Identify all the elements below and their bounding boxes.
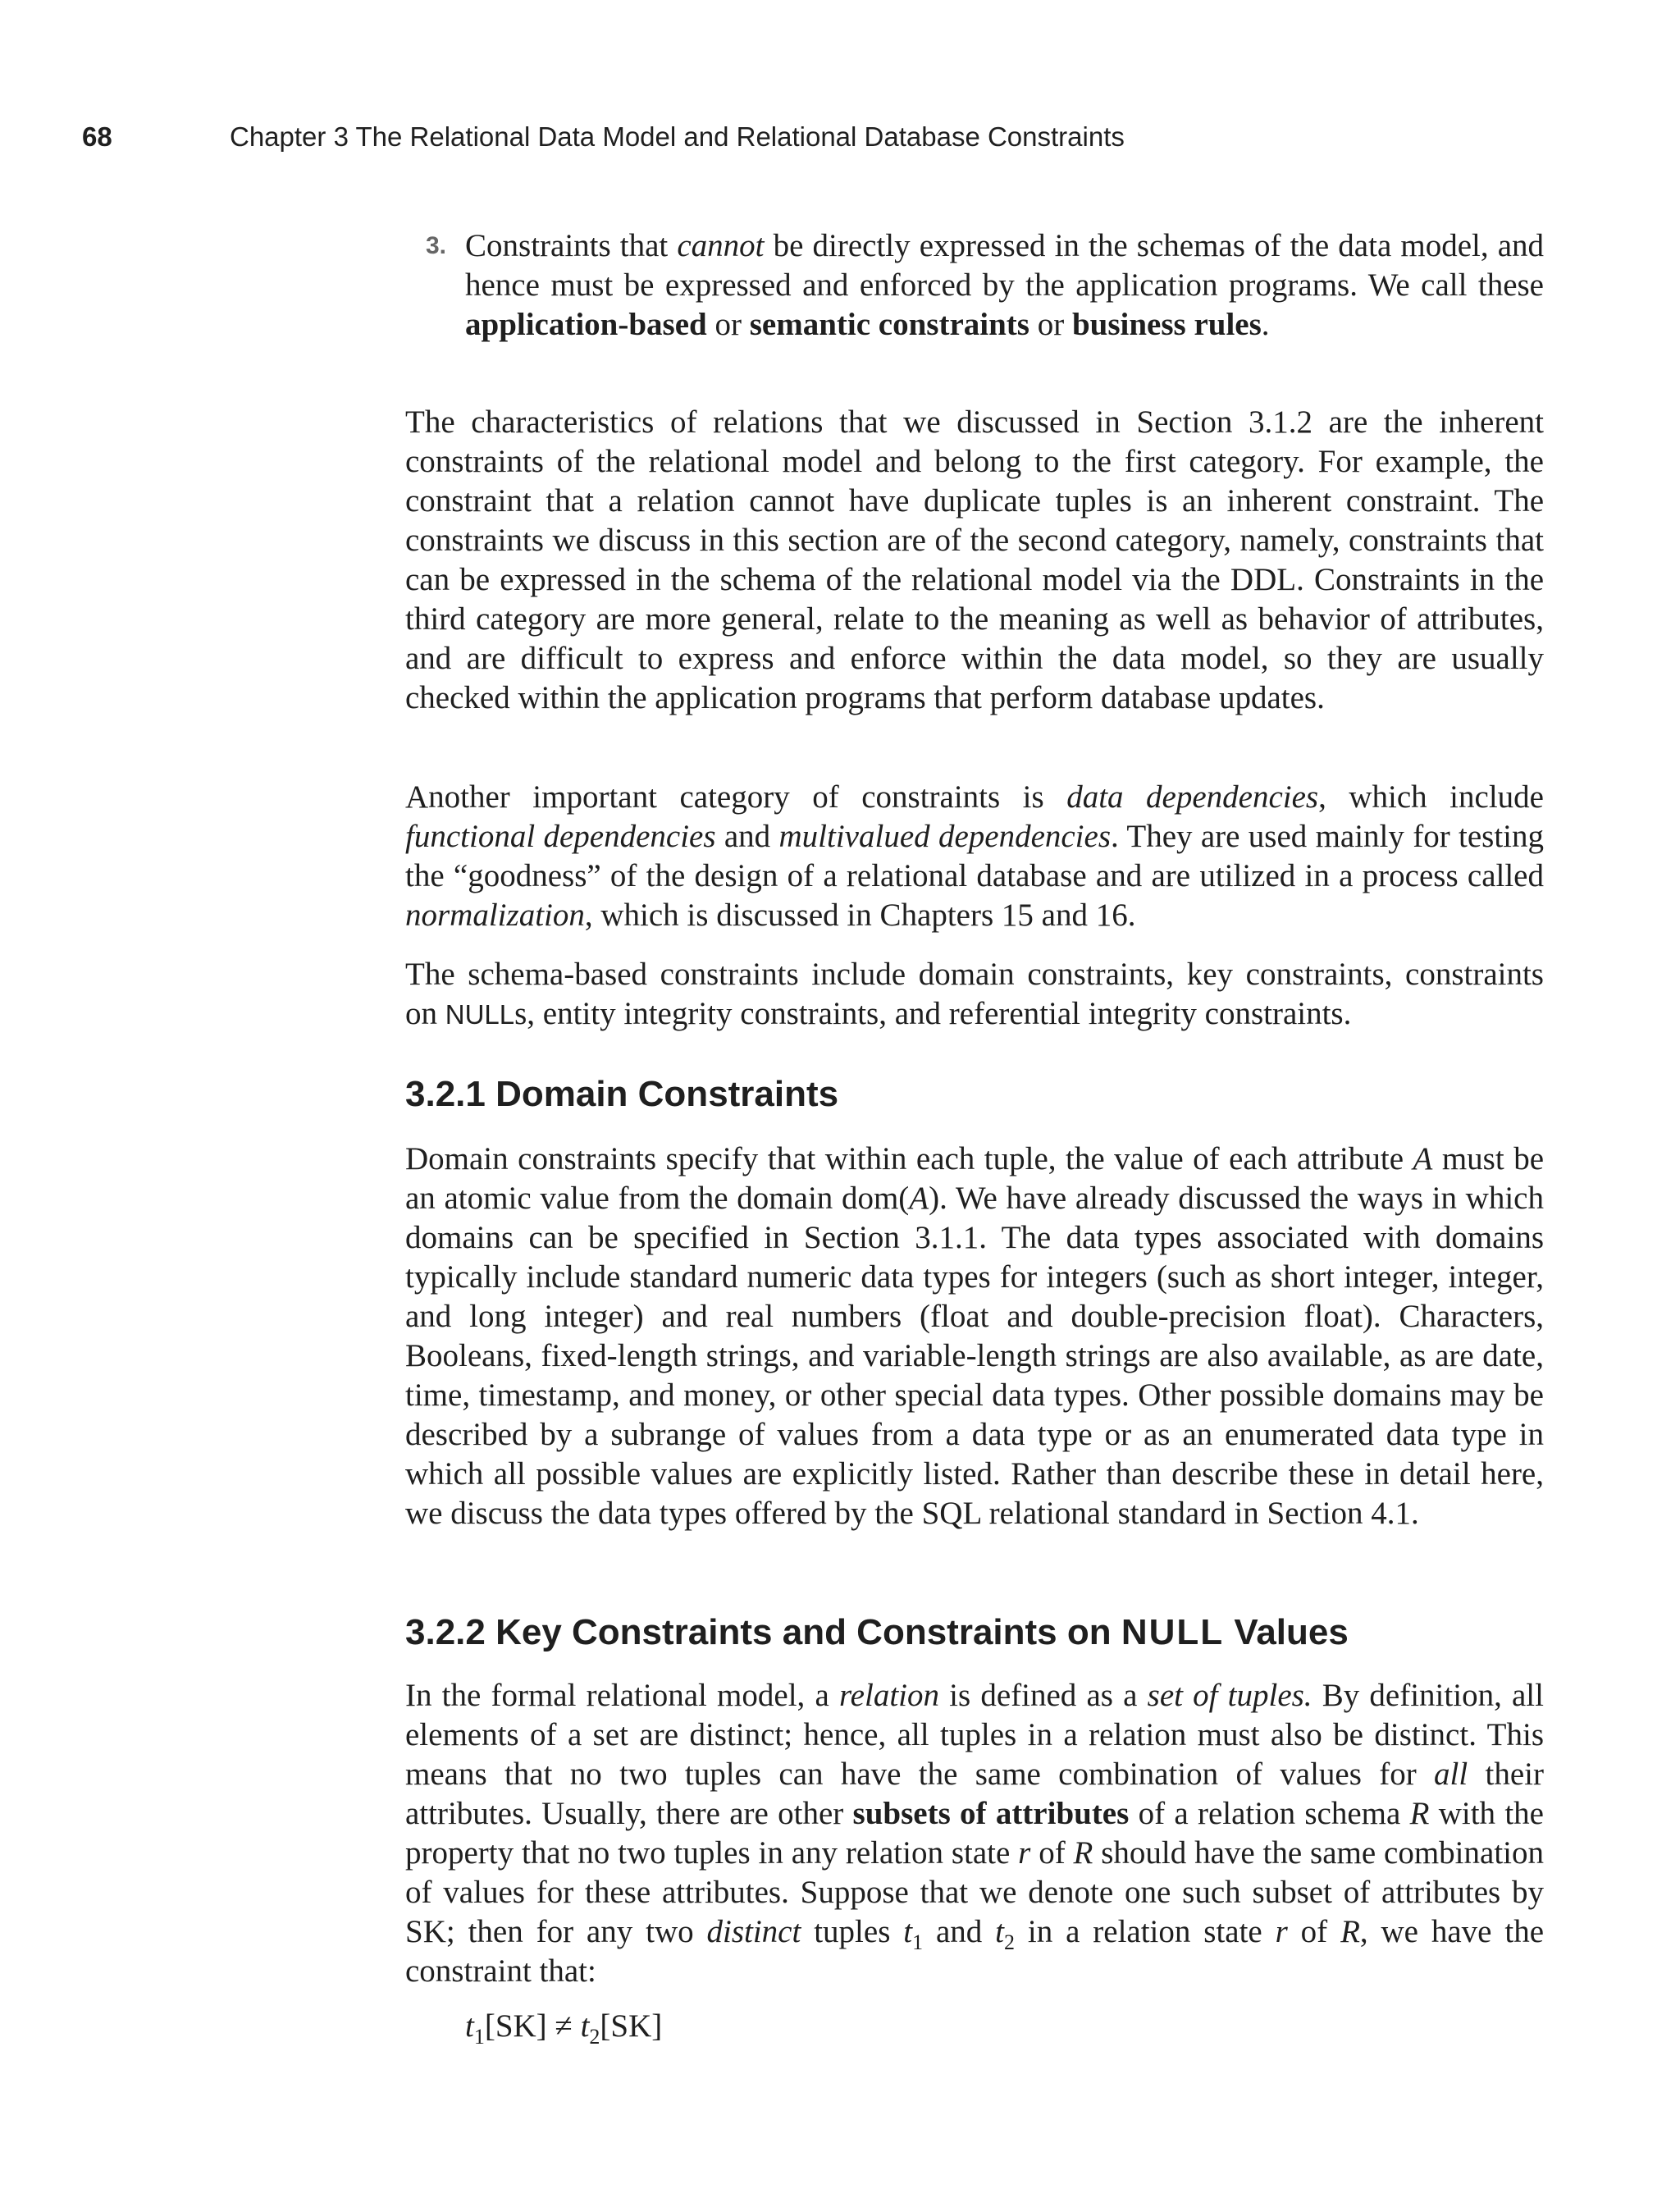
text-run: or — [1029, 307, 1072, 342]
text-run: , we have the constraint that: — [405, 1914, 1545, 1989]
null-keyword: NULL — [445, 999, 515, 1030]
subscript: 2 — [589, 2024, 600, 2049]
text-run-bold: semantic constraints — [749, 307, 1029, 342]
item-number: 3. — [426, 232, 447, 259]
text-run-italic: data dependencies — [1066, 779, 1319, 815]
text-run-bold: subsets of attributes — [852, 1796, 1130, 1831]
superkey-constraint-formula — [465, 2007, 663, 2049]
text-run-italic: multivalued dependencies — [778, 819, 1112, 854]
text-run-italic: R — [1073, 1835, 1093, 1871]
text-run-italic: t — [995, 1914, 1005, 1949]
text-run: of — [1287, 1914, 1341, 1949]
text-run: or — [706, 307, 750, 342]
text-run-italic: r — [1018, 1835, 1031, 1871]
text-run-italic: all — [1434, 1757, 1468, 1792]
text-run-italic: relation — [838, 1678, 939, 1713]
text-run: ). We have already discussed the ways in which domains can be specified in Section 3.1.1. The data types associated with domains typically include standard numeric data types for integers (such as short integer, integer, and long integer) and real numbers (float and double-precision float). Characters, Booleans, fixed-length strings, and variable-length strings are also available, as are date, time, timestamp, and money, or other special data types. Other possible domains may be described by a subrange of values from a data type or as an enumerated data type in which all possible values are explicitly listed. Rather than describe these in detail here, we discuss the data types offered by the SQL relational standard in Section 4.1. — [405, 1181, 1544, 1531]
text-run: The schema-based constraints include domain constraints, key constraints, constraints on — [405, 957, 1544, 1031]
text-run: of — [1030, 1835, 1074, 1871]
paragraph-constraint-categories: The characteristics of relations that we discussed in Section 3.1.2 are the inherent constraints of the relational model and belong to the first category. For example, the constraint that a relation cannot have duplicate tuples is an inherent constraint. The constraints we discuss in this section are of the second category, namely, constraints that can be expressed in the schema of the relational model via the DDL. Constraints in the third category are more general, relate to the meaning as well as behavior of attributes, and are difficult to express and enforce within the data model, so they are usually checked within the application programs that perform database updates. — [405, 404, 1544, 715]
text-run-italic: functional dependencies — [405, 819, 716, 854]
formula-var: t — [465, 2008, 474, 2044]
text-run: and — [923, 1914, 996, 1949]
text-run: In the formal relational model, a — [405, 1678, 839, 1713]
text-run-italic: normalization — [405, 898, 585, 933]
text-run: must be an atomic value from the domain dom( — [405, 1141, 1544, 1216]
subscript: 2 — [1004, 1930, 1016, 1954]
text-run: Domain constraints specify that within each tuple, the value of each attribute — [405, 1141, 1413, 1176]
text-run: be directly expressed in the schemas of the data model, and hence must be expressed and enforced by the application programs. We call these — [465, 228, 1544, 303]
text-run: their attributes. Usually, there are other — [405, 1757, 1544, 1831]
text-run-italic: R — [1340, 1914, 1360, 1949]
page-number: 68 — [82, 121, 112, 152]
text-run: tuples — [801, 1914, 904, 1949]
formula-var: t — [580, 2008, 590, 2044]
text-run: , which include — [1318, 779, 1544, 815]
text-run: of a relation schema — [1129, 1796, 1410, 1831]
text-run: Another important category of constraints is — [405, 779, 1067, 815]
text-run: , which is discussed in Chapters 15 and 16. — [584, 898, 1136, 933]
text-run-italic: A — [1413, 1141, 1433, 1176]
text-run: in a relation state — [1015, 1914, 1276, 1949]
text-run: . They are used mainly for testing the “goodness” of the design of a relational database and are utilized in a process called — [405, 819, 1544, 893]
subscript: 1 — [912, 1930, 924, 1954]
text-run-italic: distinct — [706, 1914, 801, 1949]
text-run: By definition, all elements of a set are distinct; hence, all tuples in a relation must also be distinct. This means that no two tuples can have the same combination of values for — [405, 1678, 1544, 1792]
section-heading-3-2-1: 3.2.1 Domain Constraints — [405, 1074, 839, 1114]
subscript: 1 — [473, 2024, 485, 2049]
heading-run: 3.2.2 Key Constraints and Constraints on — [405, 1612, 1121, 1652]
text-run-italic: set of tuples. — [1147, 1678, 1312, 1713]
text-run-italic: R — [1409, 1796, 1430, 1831]
text-run-bold: business rules — [1071, 307, 1262, 342]
text-run: . — [1261, 307, 1270, 342]
text-run-italic: A — [909, 1181, 929, 1216]
formula-text: [SK] ≠ — [484, 2008, 581, 2044]
running-head: Chapter 3 The Relational Data Model and Relational Database Constraints — [230, 121, 1125, 152]
paragraph-schema-based-constraints — [405, 955, 1544, 1035]
null-keyword: NULL — [1121, 1612, 1225, 1652]
text-run-italic: r — [1275, 1914, 1288, 1949]
text-run: should have the same combination of values for these attributes. Suppose that we denote one such subset of attributes by SK; then for any two — [405, 1835, 1545, 1949]
paragraph-key-constraints — [405, 1676, 1544, 1991]
text-run: Constraints that — [465, 228, 678, 263]
text-run: s, entity integrity constraints, and referential integrity constraints. — [514, 996, 1352, 1031]
formula-text: [SK] — [600, 2008, 663, 2044]
paragraph-domain-constraints — [405, 1140, 1544, 1533]
text-run-italic: t — [903, 1914, 913, 1949]
text-run: and — [715, 819, 779, 854]
text-run: with the property that no two tuples in any relation state — [405, 1796, 1544, 1871]
heading-run: Values — [1224, 1612, 1349, 1652]
paragraph-data-dependencies — [405, 778, 1544, 935]
text-run-italic: cannot — [677, 228, 765, 263]
section-heading-3-2-2 — [405, 1610, 1349, 1656]
text-run: is defined as a — [939, 1678, 1148, 1713]
text-run-bold: application-based — [465, 307, 707, 342]
page-header — [82, 116, 1559, 158]
numbered-item-3 — [426, 226, 1544, 345]
